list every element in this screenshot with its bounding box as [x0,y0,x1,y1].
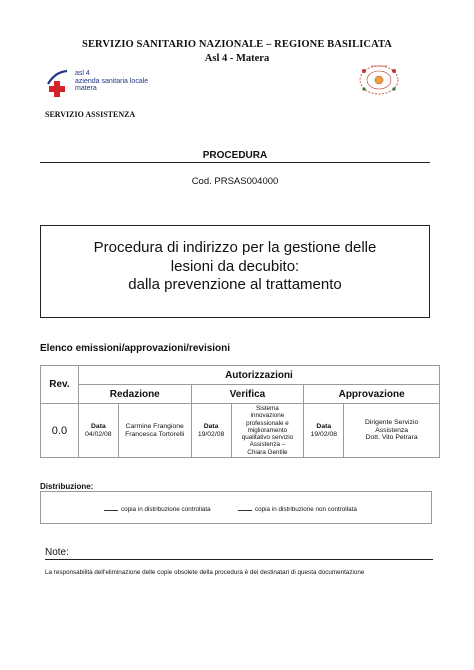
procedura-title: PROCEDURA [202,150,268,161]
approvazione-date-cell [304,404,344,458]
asl-logo-line: azienda sanitaria locale [75,77,149,85]
table-row [41,404,440,458]
redazione-date: 04/02/08 [85,430,112,438]
redazione-name: Carmine Frangione [125,422,184,430]
header-line-1: SERVIZIO SANITARIO NAZIONALE – REGIONE BASILICATA [82,39,392,50]
distribuzione-box [40,491,432,524]
approvazione-name: Dirigente Servizio [364,419,419,427]
verifica-names [231,404,304,458]
data-label: Data [203,422,219,430]
main-title-line: Procedura di indirizzo per la gestione delle [93,239,377,256]
verifica-name: innovazione [250,412,285,420]
emissions-table [40,365,440,458]
verifica-header: Verifica [191,385,304,404]
verifica-name: Sistema [256,405,279,413]
blank-field[interactable] [238,504,252,511]
approvazione-date: 19/02/08 [310,430,338,438]
distribuzione-label: Distribuzione: [40,482,94,491]
elenco-heading: Elenco emissioni/approvazioni/revisioni [40,343,231,354]
verifica-name: professionale e [246,419,289,427]
option-label: copia in distribuzione non controllata [255,506,357,513]
header-line-2: Asl 4 - Matera [204,53,270,64]
verifica-date-cell [191,404,231,458]
table-subheader-row [41,385,440,404]
red-cross-icon [45,68,73,98]
asl-logo-text [75,70,148,93]
blank-field[interactable] [104,504,118,511]
approvazione-names [344,404,440,458]
redazione-date-cell [78,404,118,458]
approvazione-name: Assistenza [375,426,409,434]
data-label: Data [316,422,332,430]
main-title-box [40,225,430,318]
servizio-label: SERVIZIO ASSISTENZA [45,110,136,119]
redazione-names [118,404,191,458]
approvazione-header: Approvazione [304,385,440,404]
procedura-underline [40,162,430,163]
verifica-name: Chiara Gentile [247,448,288,456]
data-label: Data [91,422,106,430]
main-title [41,239,429,295]
redazione-name: Francesca Tortorelli [125,430,185,438]
regional-emblem-icon [356,62,402,98]
option-label: copia in distribuzione controllata [121,506,211,513]
asl-logo-line: asl 4 [75,70,90,77]
asl-logo-line: matera [75,85,97,92]
rev-header: Rev. [41,366,79,404]
autorizzazioni-header: Autorizzazioni [78,366,439,385]
note-label: Note: [45,547,69,558]
procedura-code: Cod. PRSAS004000 [191,176,279,187]
distribuzione-option-uncontrolled [238,504,357,513]
verifica-date: 19/02/08 [197,430,225,438]
asl-logo [45,68,155,100]
main-title-line: lesioni da decubito: [170,257,300,275]
note-text: La responsabilità dell'eliminazione delle copie obsolete della procedura è dei destinatari di questa documentazione [45,569,365,576]
rev-value: 0.0 [41,404,79,458]
verifica-name: miglioramento [247,426,288,434]
redazione-header: Redazione [78,385,191,404]
distribuzione-option-controlled [104,504,211,513]
verifica-name: Assistenza – [249,441,286,449]
main-title-line: dalla prevenzione al trattamento [128,276,342,293]
note-underline [45,559,433,560]
approvazione-name: Dott. Vito Petrara [365,434,418,442]
verifica-name: qualitativo servizio [241,434,294,442]
table-header-row [41,366,440,385]
